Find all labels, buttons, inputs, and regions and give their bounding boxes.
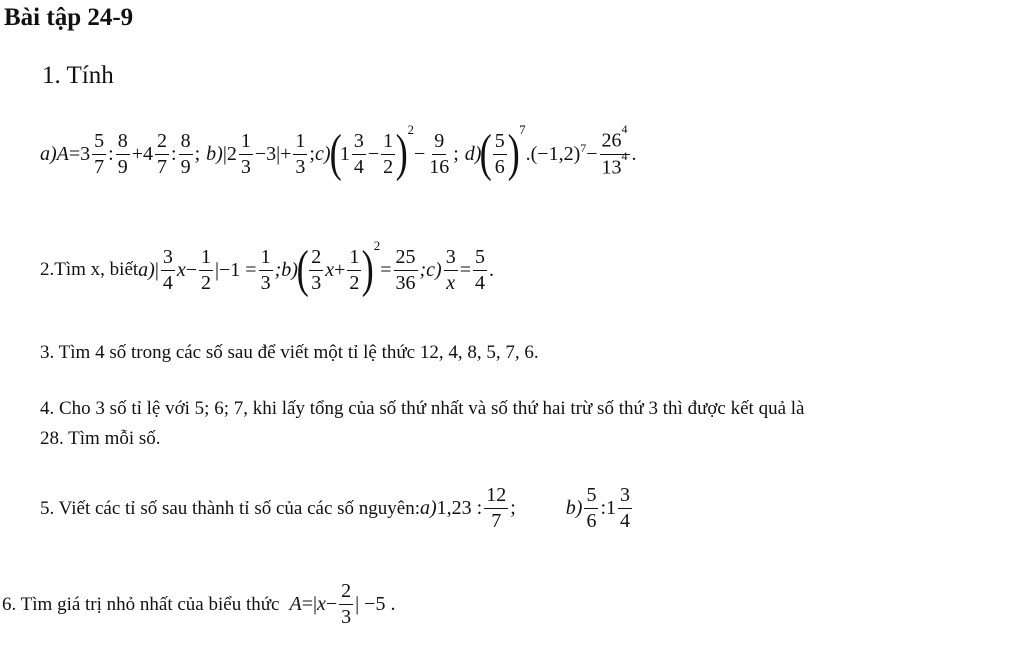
q6-x: x xyxy=(316,593,326,615)
q2-frac-1-2-a: $\frac{1}{2}$ xyxy=(201,245,212,294)
q4-text-line1: 4. Cho 3 số tỉ lệ với 5; 6; 7, khi lấy tổng của số thứ nhất và số thứ hai trừ số thứ 3 thì được kết quả là xyxy=(40,398,805,419)
q1-plus-b: + xyxy=(280,142,292,165)
q1-frac-1-3-b: $\frac{1}{3}$ xyxy=(295,129,306,178)
q2-frac-3-x: $\frac{3}{x}$ xyxy=(445,245,456,294)
q1-end: . xyxy=(631,142,637,165)
q1-colon-1: : xyxy=(108,142,114,165)
q5-frac-3-4: $\frac{3}{4}$ xyxy=(620,484,631,532)
q4-text-line2: 28. Tìm mỗi số. xyxy=(40,428,161,449)
q2-c-label: ;c) xyxy=(419,258,442,281)
q2-bar-open: | xyxy=(154,258,159,281)
q1-paren-close-c: ) xyxy=(395,125,408,182)
q1-a-label: a) xyxy=(40,142,57,165)
q1-whole-4: 4 xyxy=(143,142,154,165)
q1-frac-3-4: $\frac{3}{4}$ xyxy=(353,129,364,178)
section-heading: 1. Tính xyxy=(42,62,114,89)
q1-b-label: b) xyxy=(206,142,223,165)
q5-formula xyxy=(40,484,634,533)
q2-frac-1-3: $\frac{1}{3}$ xyxy=(260,245,271,294)
q2-plus: + xyxy=(334,258,346,281)
q2-eq-c: = xyxy=(459,258,471,281)
q1-frac-8-9-b: $\frac{8}{9}$ xyxy=(180,129,191,178)
q2-tail-a: |−1 = xyxy=(215,258,257,281)
q1-exp-7b: 7 xyxy=(580,140,587,155)
q2-exp-2: 2 xyxy=(373,238,381,253)
q2-minus-a: − xyxy=(185,258,198,281)
q2-frac-5-4: $\frac{5}{4}$ xyxy=(475,245,485,294)
q1-c-label: c) xyxy=(314,142,331,165)
q1-bar-close: | xyxy=(276,142,281,165)
q2-paren-close: ) xyxy=(362,241,375,298)
q6-formula xyxy=(2,580,395,629)
q1-frac-9-16: $\frac{9}{16}$ xyxy=(429,129,450,178)
q2-a-label: a) xyxy=(138,258,155,281)
q2-x-a: x xyxy=(176,258,186,281)
q1-frac-8-9-a: $\frac{8}{9}$ xyxy=(117,129,128,178)
q1-mid: .(−1,2) xyxy=(525,142,581,165)
q1-frac-2-7: $\frac{2}{7}$ xyxy=(157,129,168,178)
q1-paren-close-d: ) xyxy=(507,125,520,182)
q1-semi-b: ; xyxy=(309,142,315,165)
q1-bar-open: | xyxy=(222,142,227,165)
q1-exp-7a: 7 xyxy=(519,122,526,137)
q1-formula xyxy=(40,121,637,182)
q5-a-label: a) xyxy=(420,497,437,519)
q2-b-label: ;b) xyxy=(274,258,298,281)
q1-whole-2: 2 xyxy=(226,142,237,165)
exercise-title: Bài tập 24-9 xyxy=(4,4,134,31)
q5-a-value: 1,23 : xyxy=(436,497,483,519)
q1-semi-c: ; xyxy=(453,142,459,165)
q6-tail: | −5 . xyxy=(355,593,396,615)
q1-frac-5-6: $\frac{5}{6}$ xyxy=(494,129,505,178)
q1-frac-26-13: $\frac{26^4}{13^4}$ xyxy=(601,121,628,179)
q1-frac-5-7: $\frac{5}{7}$ xyxy=(94,129,105,178)
q5-prefix: 5. Viết các tỉ số sau thành tỉ số của các số nguyên: xyxy=(40,497,420,519)
q1-colon-2: : xyxy=(171,142,177,165)
q1-minus-c: − xyxy=(367,142,380,165)
q1-minus-d: − xyxy=(586,142,598,165)
q5-mid: :1 xyxy=(600,497,617,519)
q1-eq: = xyxy=(68,142,81,165)
q2-frac-2-3: $\frac{2}{3}$ xyxy=(311,245,322,294)
q2-end: . xyxy=(489,258,494,281)
q2-frac-1-2-b: $\frac{1}{2}$ xyxy=(349,245,360,294)
q6-a-var: A xyxy=(289,593,302,615)
q6-minus: − xyxy=(325,593,338,615)
q6-eq: =| xyxy=(301,593,317,615)
q1-whole-3: 3 xyxy=(80,142,91,165)
q5-b-label: b) xyxy=(565,497,583,519)
q2-formula xyxy=(40,238,494,298)
q2-prefix: 2.Tìm x, biết xyxy=(40,259,139,280)
q1-paren-open-c: ( xyxy=(329,125,342,182)
q1-minus-c2: − xyxy=(413,142,426,165)
q1-plus: + xyxy=(131,142,144,165)
q1-a-var: A xyxy=(56,142,69,165)
q5-frac-5-6: $\frac{5}{6}$ xyxy=(586,484,597,532)
q2-eq: = xyxy=(380,258,392,281)
q6-prefix: 6. Tìm giá trị nhỏ nhất của biểu thức xyxy=(2,593,280,615)
q3-text: 3. Tìm 4 số trong các số sau để viết một tỉ lệ thức 12, 4, 8, 5, 7, 6. xyxy=(40,342,539,363)
q1-whole-1: 1 xyxy=(339,142,350,165)
q1-d-label: d) xyxy=(464,142,482,165)
q5-semi: ; xyxy=(510,497,516,519)
q1-paren-open-d: ( xyxy=(480,125,493,182)
q6-frac-2-3: $\frac{2}{3}$ xyxy=(341,580,352,628)
q2-frac-25-36: $\frac{25}{36}$ xyxy=(395,245,416,294)
q2-x-b: x xyxy=(325,258,335,281)
q1-exp-2: 2 xyxy=(407,122,414,137)
q2-paren-open: ( xyxy=(296,241,309,298)
q1-frac-1-3-a: $\frac{1}{3}$ xyxy=(240,129,251,178)
q1-semi-a: ; xyxy=(194,142,201,165)
q1-frac-1-2: $\frac{1}{2}$ xyxy=(383,129,394,178)
q5-frac-12-7: $\frac{12}{7}$ xyxy=(486,484,507,532)
q1-minus-3: −3 xyxy=(254,142,277,165)
q2-frac-3-4: $\frac{3}{4}$ xyxy=(162,245,173,294)
